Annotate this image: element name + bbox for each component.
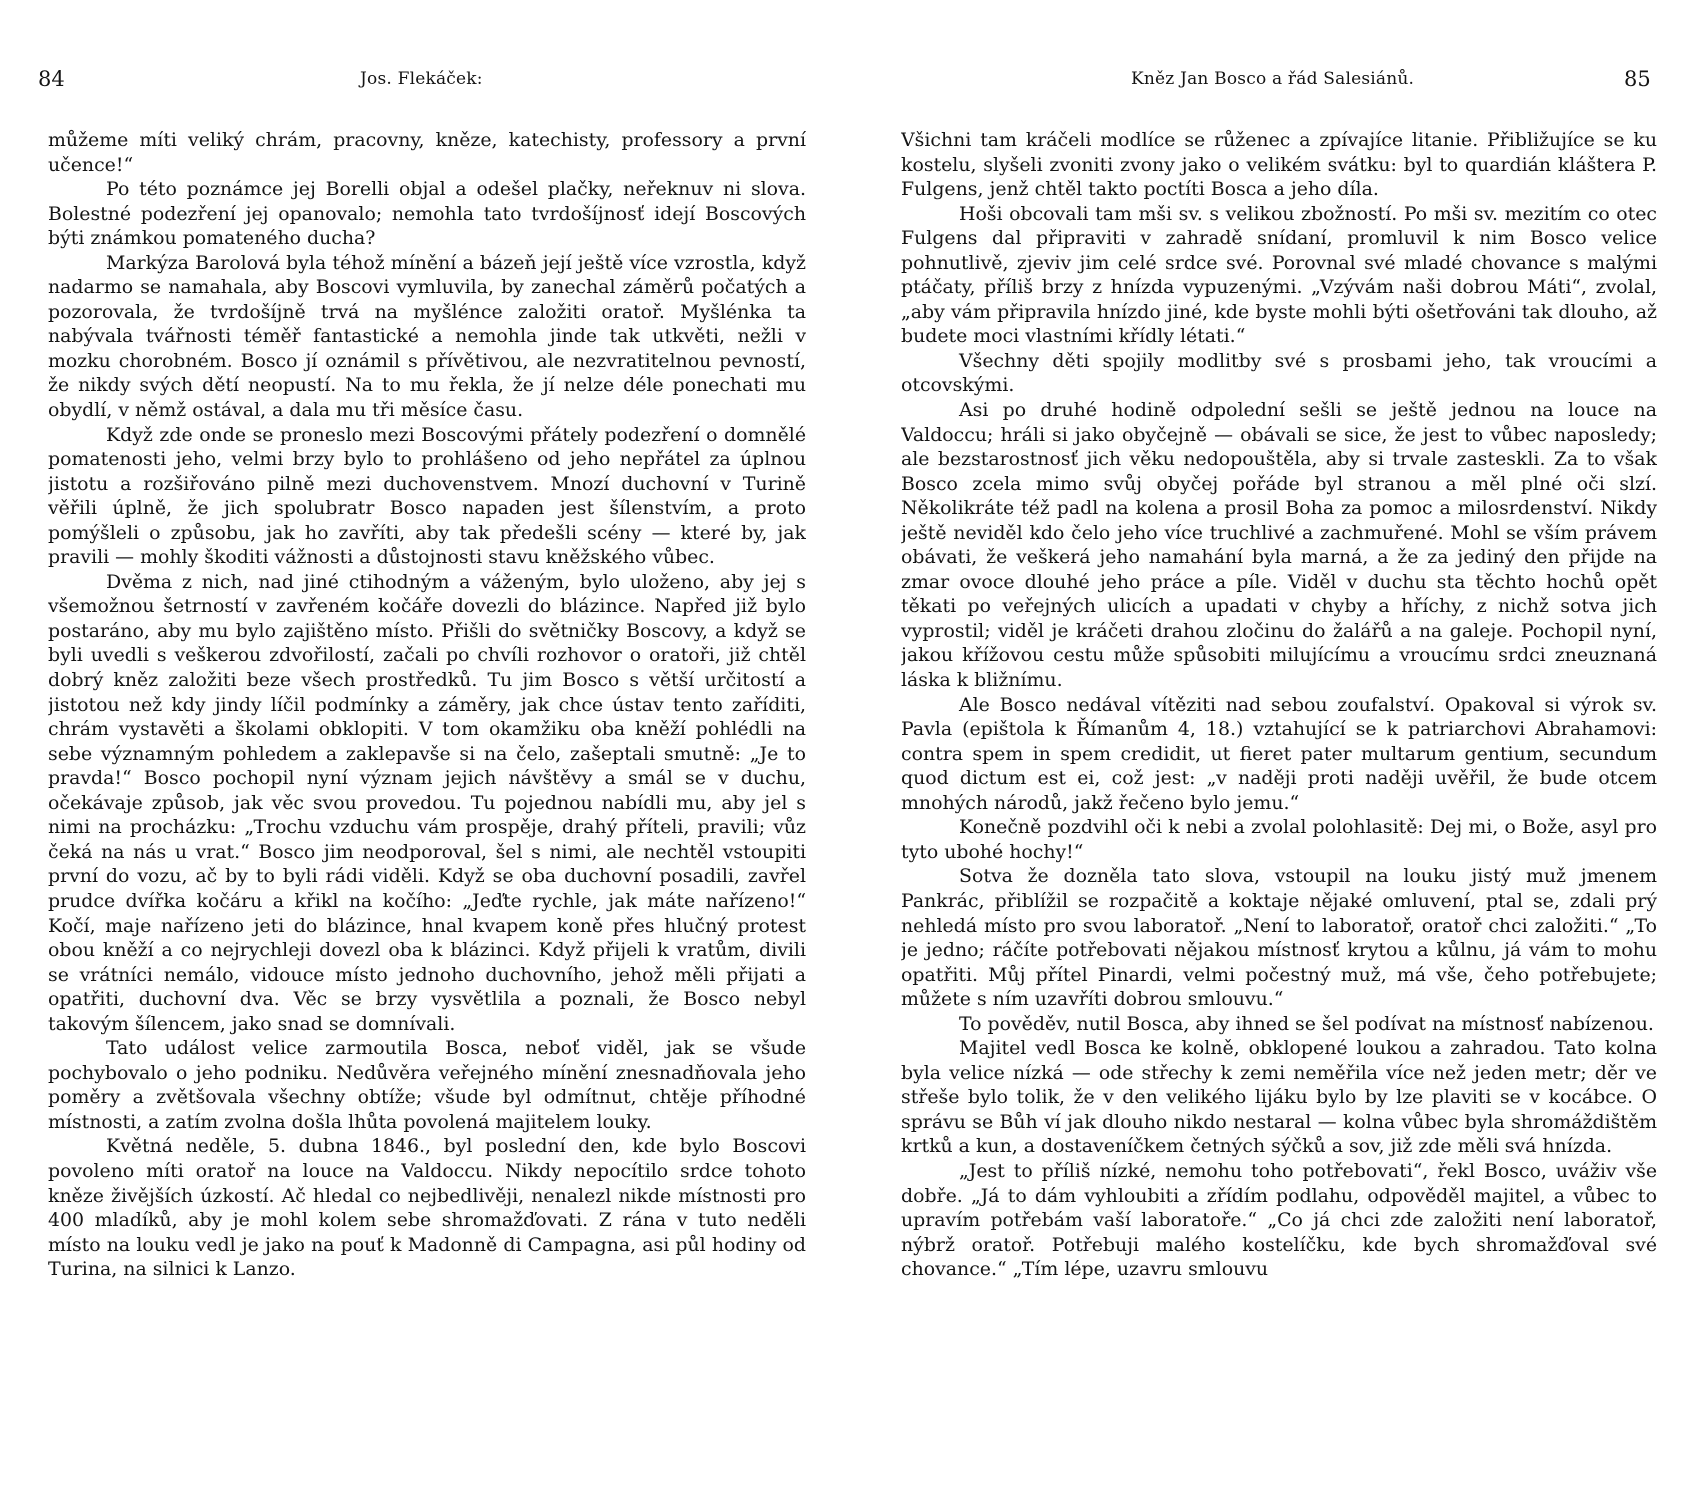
- paragraph: Všichni tam kráčeli modlíce se růženec a zpívajíce litanie. Přibližujíce se ku kostelu, slyšeli zvoniti zvony jako o velikém svátku: byl to quardián kláštera P. Fulgens, jenž chtěl takto poctíti Bosca a jeho díla.: [901, 129, 1657, 201]
- left-page-number: 84: [38, 67, 65, 91]
- paragraph: To pověděv, nutil Bosca, aby ihned se šel podívat na místnosť nabízenou.: [959, 1012, 1654, 1035]
- paragraph: Po této poznámce jej Borelli objal a odešel plačky, neřeknuv ni slova. Bolestné podezření jej opanovalo; nemohla tato tvrdošíjnosť idejí Boscových býti známkou pomateného ducha?: [48, 178, 806, 250]
- paragraph: Konečně pozdvihl oči k nebi a zvolal polohlasitě: Dej mi, o Bože, asyl pro tyto ubohé hochy!“: [901, 816, 1657, 863]
- paragraph: Sotva že dozněla tato slova, vstoupil na louku jistý muž jmenem Pankrác, přiblížil se rozpačitě a koktaje nějaké omluvení, ptal se, zdali prý nehledá místo pro svou laboratoř. „Není to laboratoř, oratoř chci založiti.“ „To je jedno; ráčíte potřebovati nějakou místnosť krytou a kůlnu, já vám to mohu opatřiti. Můj přítel Pinardi, velmi počestný muž, má vše, čeho potřebujete; můžete s ním uzavříti dobrou smlouvu.“: [901, 865, 1657, 1011]
- paragraph: Markýza Barolová byla téhož mínění a bázeň její ještě více vzrostla, když nadarmo se namahala, aby Boscovi vymluvila, by zanechal záměrů počatých a pozorovala, že tvrdošíjně trvá na myšlénce založiti oratoř. Myšlénka ta nabývala tvářnosti téměř fantastické a nemohla jinde tak utkvěti, nežli v mozku chorobném. Bosco jí oznámil s přívětivou, ale nezvratitelnou pevností, že nikdy svých dětí neopustí. Na to mu řekla, že jí nelze déle ponechati mu obydlí, v němž ostával, a dala mu tři měsíce času.: [48, 251, 806, 422]
- right-page-number: 85: [1624, 67, 1651, 91]
- paragraph: Hoši obcovali tam mši sv. s velikou zbožností. Po mši sv. mezitím co otec Fulgens dal připraviti v zahradě snídaní, promluvil k nim Bosco velice pohnutlivě, zjeviv jim celé srdce své. Porovnal své mladé chovance s malými ptáčaty, příliš brzy z hnízda vypuzenými. „Vzývám naši dobrou Máti“, zvolal, „aby vám připravila hnízdo jiné, kde byste mohli býti ošetřováni tak dlouho, až budete moci vlastními křídly létati.“: [901, 202, 1657, 348]
- paragraph: „Jest to příliš nízké, nemohu toho potřebovati“, řekl Bosco, uváživ vše dobře. „Já to dám vyhloubiti a zřídím podlahu, odpověděl majitel, a vůbec to upravím potřebám vaší laboratoře.“ „Co já chci zde založiti není laboratoř, nýbrž oratoř. Potřebuji malého kostelíčku, kde bych shromažďoval své chovance.“ „Tím lépe, uzavru smlouvu: [901, 1159, 1657, 1281]
- left-page-header: [0, 66, 851, 92]
- paragraph: Ale Bosco nedával vítěziti nad sebou zoufalství. Opakoval si výrok sv. Pavla (epištola k Římanům 4, 18.) vztahující se k patriarchovi Abrahamovi: contra spem in spem credidit, ut fieret pater multarum gentium, secundum quod dictum est ei, což jest: „v naději proti naději uvěřil, že bude otcem mnohých národů, jakž řečeno bylo jemu.“: [901, 693, 1657, 814]
- paragraph: Když zde onde se proneslo mezi Boscovými přátely podezření o domnělé pomatenosti jeho, velmi brzy bylo to prohlášeno od jeho nepřátel za úplnou jistotu a rozšiřováno pilně mezi duchovenstvem. Mnozí duchovní v Turině věřili úplně, že jich spolubratr Bosco napaden jest šílenstvím, a proto pomýšleli o způsobu, jak ho zavříti, aby tak předešli scény — které by, jak pravili — mohly škoditi vážnosti a důstojnosti stavu kněžského vůbec.: [48, 423, 806, 569]
- paragraph: Asi po druhé hodině odpolední sešli se ještě jednou na louce na Valdoccu; hráli si jako obyčejně — obávali se sice, že jest to vůbec naposledy; ale bezstarostnosť jich věku nedopouštěla, aby si trvale zasteskli. Za to však Bosco zcela mimo svůj obyčej pořáde byl stranou a měl plné oči slzí. Několikráte též padl na kolena a prosil Boha za pomoc a milosrdenství. Nikdy ještě neviděl kdo čelo jeho více truchlivé a zachmuřené. Mohl se vším právem obávati, že veškerá jeho namahání byla marná, a že za jediný den přijde na zmar ovoce dlouhé jeho práce a píle. Viděl v duchu sta těchto hochů opět těkati po veřejných ulicích a upadati v chyby a hříchy, z nichž sotva jich vyprostil; viděl je kráčeti drahou zločinu do žalářů a na galeje. Pochopil nyní, jakou křížovou cestu může spůsobiti milujícímu a vroucímu srdci zneuznaná láska k bližnímu.: [901, 399, 1657, 692]
- left-page-body: [48, 128, 806, 1468]
- right-page: [851, 0, 1702, 1500]
- paragraph: můžeme míti veliký chrám, pracovny, kněze, katechisty, professory a první učence!“: [48, 129, 806, 176]
- paragraph: Všechny děti spojily modlitby své s prosbami jeho, tak vroucími a otcovskými.: [901, 349, 1657, 397]
- paragraph: Květná neděle, 5. dubna 1846., byl poslední den, kde bylo Boscovi povoleno míti oratoř na louce na Valdoccu. Nikdy nepocítilo srdce tohoto kněze živějších úzkostí. Ač hledal co nejbedlivěji, nenalezl nikde místnosti pro 400 mladíků, aby je mohl kolem sebe shromažďovati. Z rána v tuto neděli místo na louku vedl je jako na pouť k Madonně di Campagna, asi půl hodiny od Turina, na silnici k Lanzo.: [48, 1135, 806, 1281]
- right-running-head: Kněz Jan Bosco a řád Salesiánů.: [1131, 69, 1415, 89]
- left-running-head: Jos. Flekáček:: [360, 69, 483, 89]
- right-page-header: [851, 66, 1702, 92]
- paragraph: Majitel vedl Bosca ke kolně, obklopené loukou a zahradou. Tato kolna byla velice nízká — ode střechy k zemi neměřila více než jeden metr; děr ve střeše bylo tolik, že v den velikého lijáku bylo by lze plaviti se v kocábce. O správu se Bůh ví jak dlouho nikdo nestaral — kolna vůbec byla shromáždištěm krtků a kun, a dostaveníčkem četných sýčků a sov, již zde měli svá hnízda.: [901, 1037, 1657, 1158]
- paragraph: Tato událost velice zarmoutila Bosca, neboť viděl, jak se všude pochybovalo o jeho podniku. Nedůvěra veřejného mínění znesnadňovala jeho poměry a zvětšovala všechny obtíže; všude byl odmítnut, chtěje příhodné místnosti, a zatím zvolna došla lhůta povolená majitelem louky.: [48, 1037, 806, 1133]
- right-page-body: [901, 128, 1657, 1468]
- paragraph: Dvěma z nich, nad jiné ctihodným a váženým, bylo uloženo, aby jej s všemožnou šetrností v zavřeném kočáře dovezli do blázince. Napřed již bylo postaráno, aby mu bylo zajištěno místo. Přišli do světničky Boscovy, a když se byli uvedli s veškerou zdvořilostí, začali po chvíli rozhovor o oratoři, již chtěl dobrý kněz založiti beze všech prostředků. Tu jim Bosco s větší určitostí a jistotou než kdy jindy líčil podmínky a záměry, jak chce ústav tento zaříditi, chrám vystavěti a školami obklopiti. V tom okamžiku oba kněží pohlédli na sebe významným pohledem a zaklepavše si na čelo, zašeptali smutně: „Je to pravda!“ Bosco pochopil nyní význam jejich návštěvy a smál se v duchu, očekávaje způsob, jak věc svou provedou. Tu pojednou nabídli mu, aby jel s nimi na procházku: „Trochu vzduchu vám prospěje, drahý příteli, pravili; vůz čeká na nás u vrat.“ Bosco jim neodporoval, šel s nimi, ale nechtěl vstoupiti první do vozu, ač by to byli rádi viděli. Když se oba duchovní posadili, zavřel prudce dvířka kočáru a křikl na kočího: „Jeďte rychle, jak máte nařízeno!“ Kočí, maje nařízeno jeti do blázince, hnal kvapem koně přes hlučný protest obou kněží a co nejrychleji dovezl oba k blázinci. Když přijeli k vratům, divili se vrátníci nemálo, vidouce místo jednoho duchovního, jehož měli přijati a opatřiti, duchovní dva. Věc se brzy vysvětlila a poznali, že Bosco nebyl takovým šílencem, jako snad se domnívali.: [48, 570, 806, 1035]
